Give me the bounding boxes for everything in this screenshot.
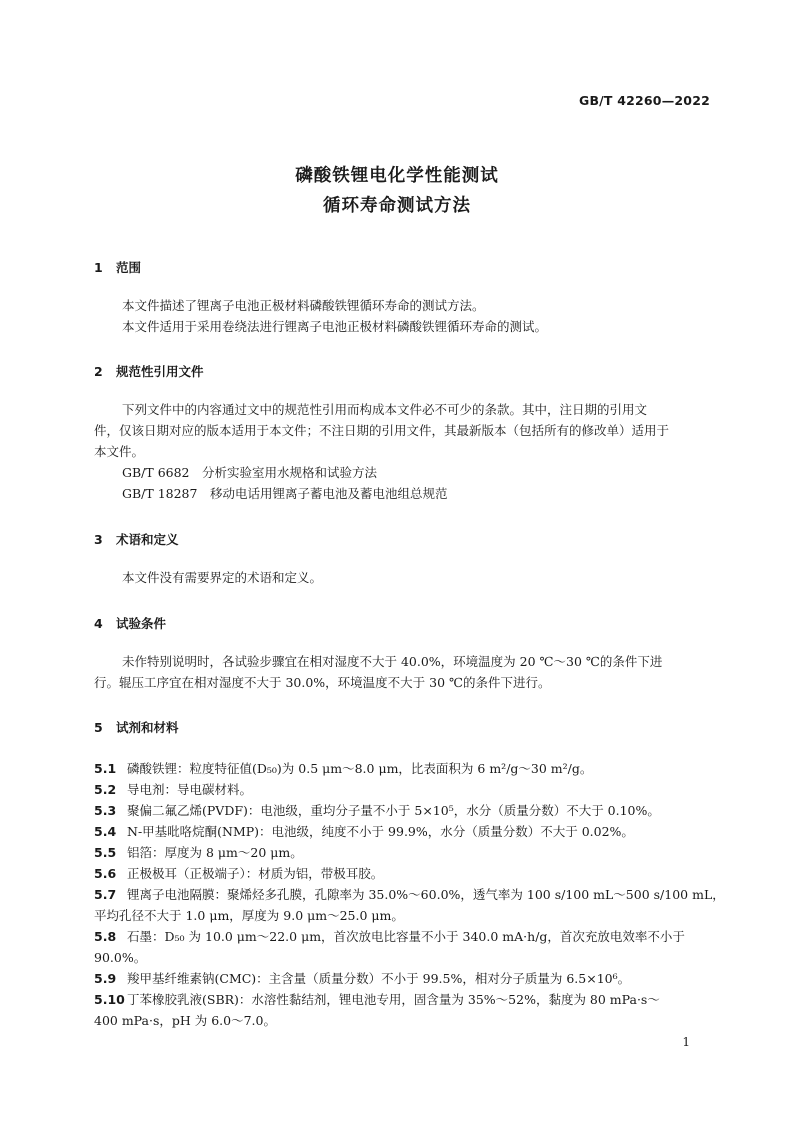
page-number: 1 [682, 1035, 690, 1049]
item-5-1 [94, 759, 592, 779]
item-text: 丁苯橡胶乳液(SBR)：水溶性黏结剂，锂电池专用，固含量为 35%～52%，黏度为 80 mPa·s～ [127, 992, 660, 1007]
item-text: 导电剂：导电碳材料。 [127, 782, 253, 797]
section-2-line-2: 件，仅该日期对应的版本适用于本文件；不注日期的引用文件，其最新版本（包括所有的修改单）适用于 [94, 423, 670, 438]
item-5-7 [94, 885, 725, 905]
section-2-heading [94, 362, 204, 380]
item-5-2 [94, 780, 252, 800]
item-text: 羧甲基纤维素钠(CMC)：主含量（质量分数）不小于 99.5%，相对分子质量为 6.5×10⁶。 [127, 971, 631, 986]
section-title: 术语和定义 [116, 532, 179, 547]
section-number: 2 [94, 364, 103, 379]
item-text: 磷酸铁锂：粒度特征值(D₅₀)为 0.5 μm～8.0 μm，比表面积为 6 m²/g～30 m²/g。 [127, 761, 593, 776]
section-4-heading [94, 614, 166, 632]
section-4-line-2: 行。辊压工序宜在相对湿度不大于 30.0%，环境温度不大于 30 ℃的条件下进行。 [94, 675, 551, 690]
item-number: 5.9 [94, 971, 117, 986]
section-title: 试验条件 [116, 616, 167, 631]
item-5-5 [94, 843, 303, 863]
section-1-paragraph-2: 本文件适用于采用卷绕法进行锂离子电池正极材料磷酸铁锂循环寿命的测试。 [122, 319, 548, 334]
section-number: 5 [94, 720, 103, 735]
item-number: 5.8 [94, 929, 117, 944]
section-number: 4 [94, 616, 103, 631]
section-title: 试剂和材料 [116, 720, 179, 735]
item-number: 5.10 [94, 992, 125, 1007]
item-text: 锂离子电池隔膜：聚烯烃多孔膜，孔隙率为 35.0%～60.0%，透气率为 100 s/100 mL～500 s/100 mL， [127, 887, 725, 902]
section-number: 3 [94, 532, 103, 547]
normative-reference-1: GB/T 6682 分析实验室用水规格和试验方法 [122, 465, 378, 480]
item-5-8 [94, 927, 685, 947]
item-5-4 [94, 822, 634, 842]
item-number: 5.3 [94, 803, 117, 818]
section-3-paragraph-1: 本文件没有需要界定的术语和定义。 [122, 570, 323, 585]
section-2-line-1: 下列文件中的内容通过文中的规范性引用而构成本文件必不可少的条款。其中，注日期的引用文 [122, 402, 648, 417]
item-text: 铝箔：厚度为 8 μm～20 μm。 [127, 845, 303, 860]
item-number: 5.7 [94, 887, 117, 902]
item-number: 5.6 [94, 866, 117, 881]
section-2-line-3: 本文件。 [94, 444, 145, 459]
normative-reference-2: GB/T 18287 移动电话用锂离子蓄电池及蓄电池组总规范 [122, 486, 448, 501]
document-title-line-2: 循环寿命测试方法 [323, 196, 471, 216]
section-title: 规范性引用文件 [116, 364, 204, 379]
item-5-6 [94, 864, 383, 884]
item-number: 5.4 [94, 824, 117, 839]
section-5-heading [94, 718, 179, 736]
section-4-line-1: 未作特别说明时，各试验步骤宜在相对湿度不大于 40.0%，环境温度为 20 ℃～30 ℃的条件下进 [122, 654, 663, 669]
item-text: 石墨：D₅₀ 为 10.0 μm～22.0 μm，首次放电比容量不小于 340.0 mA·h/g，首次充放电效率不小于 [127, 929, 685, 944]
section-number: 1 [94, 260, 103, 275]
item-number: 5.2 [94, 782, 117, 797]
item-5-9 [94, 969, 630, 989]
item-5-10-continuation: 400 mPa·s，pH 为 6.0～7.0。 [94, 1013, 276, 1028]
section-1-paragraph-1: 本文件描述了锂离子电池正极材料磷酸铁锂循环寿命的测试方法。 [122, 298, 485, 313]
section-title: 范围 [116, 260, 142, 275]
section-3-heading [94, 530, 179, 548]
document-title-line-1: 磷酸铁锂电化学性能测试 [295, 166, 499, 186]
item-text: 正极极耳（正极端子）：材质为铝，带极耳胶。 [127, 866, 384, 881]
item-number: 5.5 [94, 845, 117, 860]
item-5-10 [94, 990, 660, 1010]
item-5-3 [94, 801, 660, 821]
standard-number: GB/T 42260—2022 [578, 93, 710, 108]
item-5-7-continuation: 平均孔径不大于 1.0 μm，厚度为 9.0 μm～25.0 μm。 [94, 908, 404, 923]
item-number: 5.1 [94, 761, 117, 776]
item-text: N-甲基吡咯烷酮(NMP)：电池级，纯度不小于 99.9%，水分（质量分数）不大于 0.02%。 [127, 824, 634, 839]
section-1-heading [94, 258, 141, 276]
item-5-8-continuation: 90.0%。 [94, 950, 147, 965]
item-text: 聚偏二氟乙烯(PVDF)：电池级，重均分子量不小于 5×10⁵，水分（质量分数）不大于 0.10%。 [127, 803, 660, 818]
